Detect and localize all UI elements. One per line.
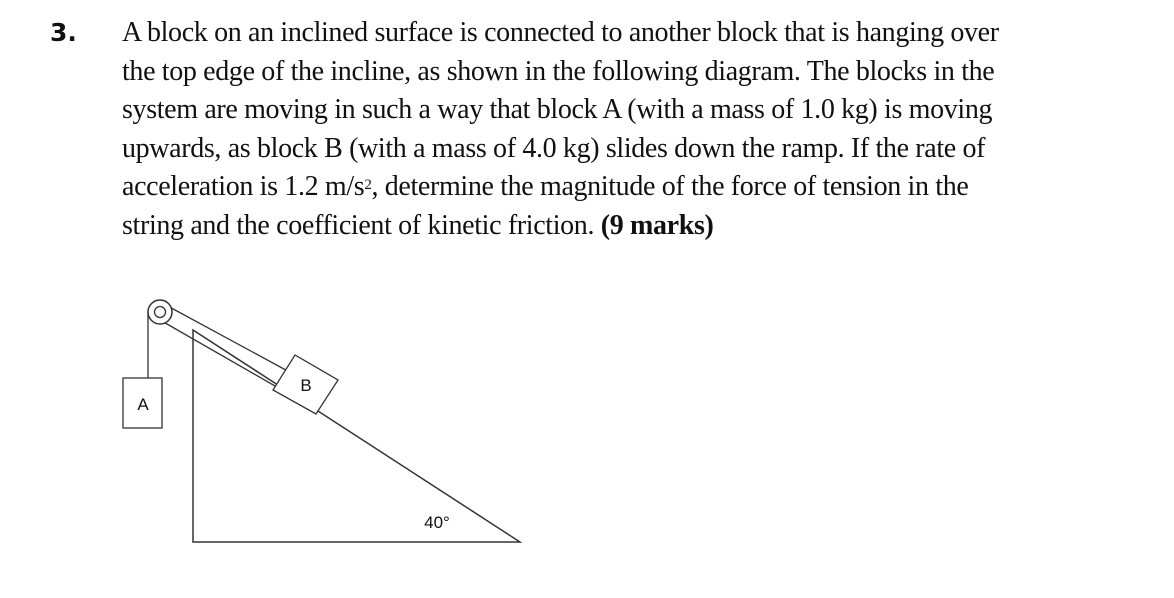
incline-ramp — [193, 330, 520, 542]
pulley-bracket-lower — [160, 320, 282, 390]
pulley-icon — [148, 300, 172, 324]
question-line-2: the top edge of the incline, as shown in the following diagram. The blocks in the — [122, 55, 995, 87]
question-line-6-text: string and the coefficient of kinetic friction. — [122, 209, 601, 241]
question-number: 3. — [50, 18, 77, 47]
angle-label: 40° — [424, 513, 450, 532]
exponent: 2 — [364, 177, 372, 193]
question-line-4: upwards, as block B (with a mass of 4.0 kg) slides down the ramp. If the rate of — [122, 132, 986, 164]
question-line-5-end: , determine the magnitude of the force of tension in the — [371, 171, 969, 202]
marks-label: (9 marks) — [600, 209, 714, 241]
question-line-1: A block on an inclined surface is connected to another block that is hanging over — [122, 17, 999, 48]
block-a-label: A — [137, 395, 149, 414]
question-line-3: system are moving in such a way that block A (with a mass of 1.0 kg) is moving — [122, 94, 993, 125]
block-b-label: B — [300, 376, 312, 395]
pulley-bracket-upper — [164, 304, 295, 375]
question-line-5-start: acceleration is 1.2 m/s — [122, 171, 365, 202]
